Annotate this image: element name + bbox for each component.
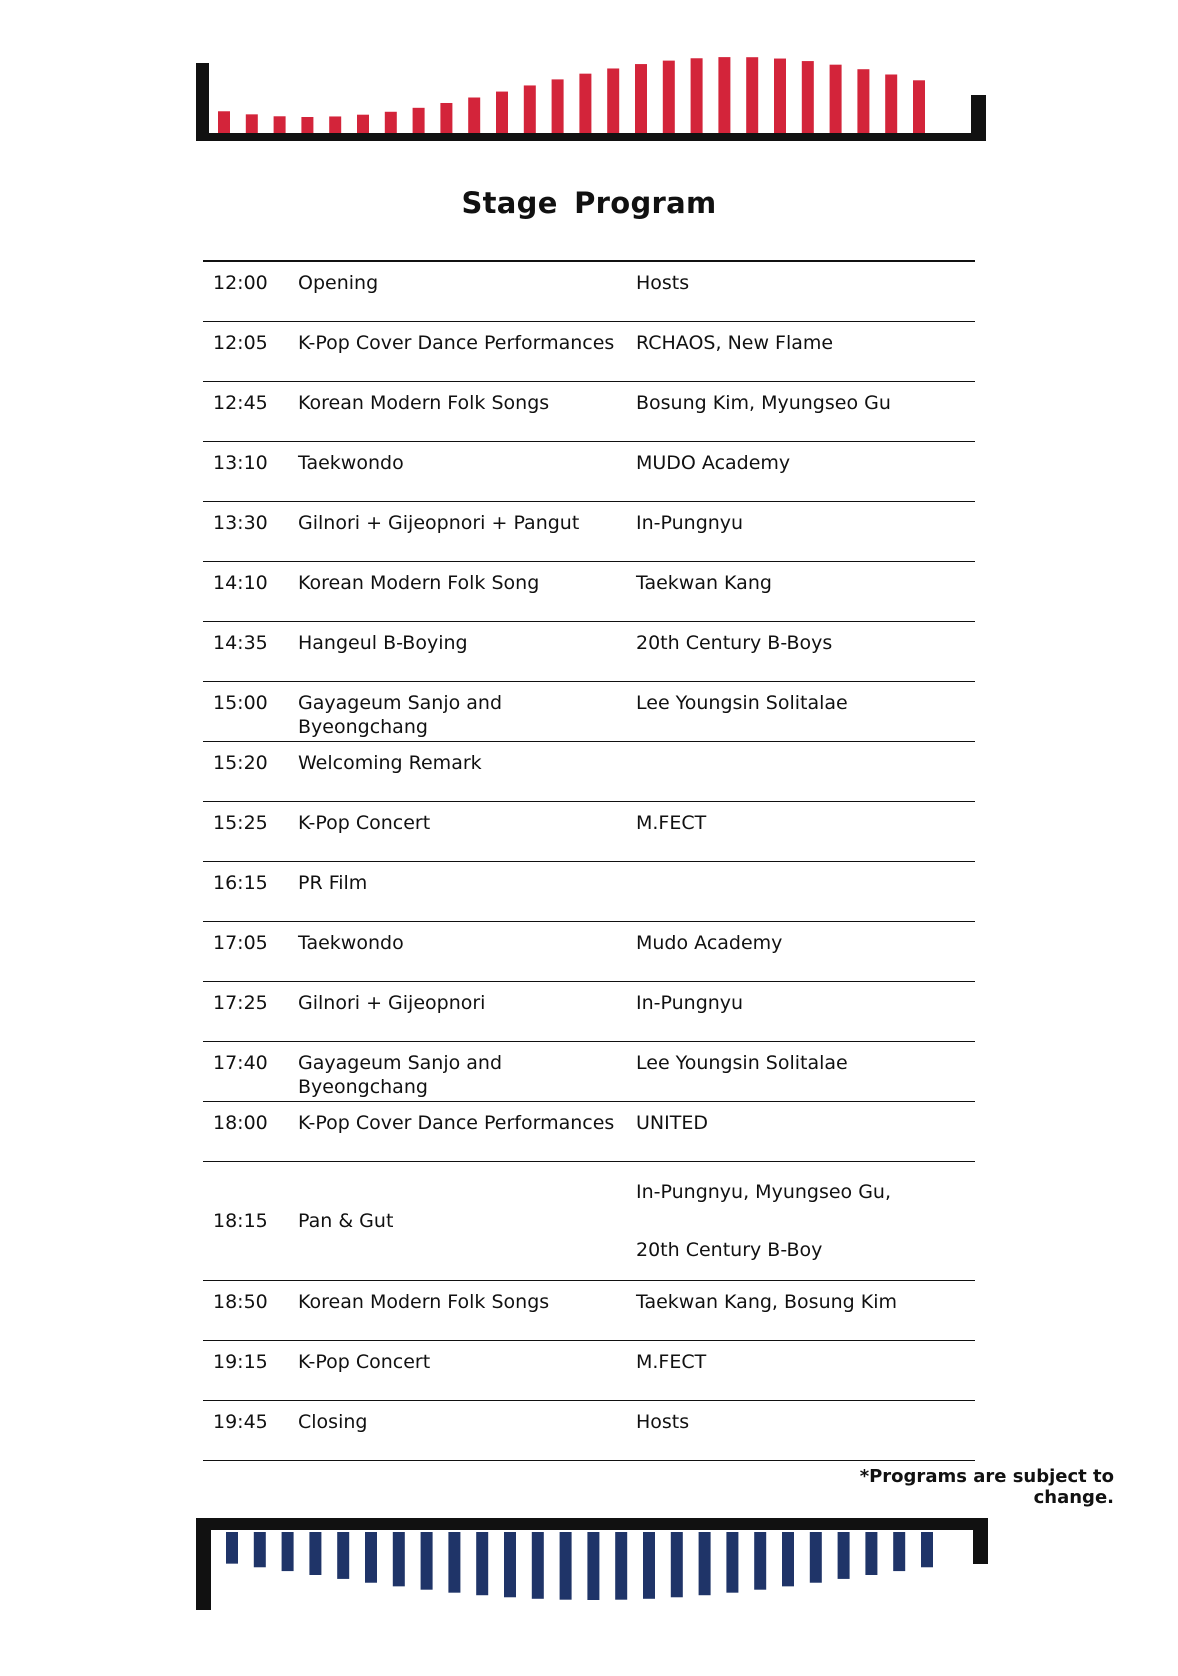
performer-text: UNITED [636,1112,708,1134]
blue-stripe [282,1532,294,1571]
frame-bar [196,1518,211,1610]
performer-text: M.FECT [636,1351,707,1373]
time-cell [203,1162,298,1281]
table-row [203,1401,975,1461]
time-cell [203,1341,298,1401]
performer-text: RCHAOS, New Flame [636,332,834,354]
program-cell [298,261,636,322]
red-stripe [691,58,703,133]
blue-stripe [226,1532,238,1564]
table-row [203,1281,975,1341]
blue-stripe [810,1532,822,1583]
program-cell [298,442,636,502]
table-row [203,261,975,322]
red-stripe [385,112,397,133]
blue-stripe [893,1532,905,1571]
time-text: 18:15 [213,1210,268,1232]
program-text: Taekwondo [298,452,404,474]
table-row [203,1102,975,1162]
red-stripe [607,68,619,133]
performer-text: Mudo Academy [636,932,783,954]
blue-stripe [421,1532,433,1590]
frame-bar [196,1518,988,1530]
table-row [203,862,975,922]
blue-stripe [865,1532,877,1575]
blue-stripe [560,1532,572,1600]
program-text: Gilnori + Gijeopnori + Pangut [298,512,580,534]
performer-cell [636,982,975,1042]
time-text: 15:00 [213,692,268,714]
performer-cell [636,382,975,442]
time-text: 17:05 [213,932,268,954]
blue-stripe [643,1532,655,1599]
performer-text: Hosts [636,272,690,294]
performer-text: In-Pungnyu [636,992,744,1014]
performer-text: Lee Youngsin Solitalae [636,1052,848,1074]
time-text: 13:30 [213,512,268,534]
schedule-body [203,261,975,1461]
performer-cell [636,742,975,802]
blue-stripe [504,1532,516,1597]
time-cell [203,802,298,862]
time-cell [203,502,298,562]
performer-text: Lee Youngsin Solitalae [636,692,848,714]
time-text: 19:45 [213,1411,268,1433]
program-cell [298,1042,636,1102]
time-text: 18:00 [213,1112,268,1134]
performer-text [636,862,975,871]
time-text: 13:10 [213,452,268,474]
time-cell [203,442,298,502]
red-stripe [468,97,480,133]
red-stripe [718,57,730,133]
performer-cell [636,562,975,622]
performer-cell [636,1042,975,1102]
red-stripe [885,74,897,133]
table-row [203,1162,975,1281]
time-text: 17:25 [213,992,268,1014]
program-text: Korean Modern Folk Song [298,572,540,594]
blue-stripe [393,1532,405,1586]
time-text: 15:20 [213,752,268,774]
performer-cell [636,1102,975,1162]
blue-stripe [587,1532,599,1600]
time-text: 16:15 [213,872,268,894]
program-cell [298,1401,636,1461]
blue-stripe [309,1532,321,1575]
red-stripe [802,61,814,133]
performer-text: Taekwan Kang [636,572,772,594]
red-stripe [246,114,258,133]
program-cell [298,562,636,622]
time-text: 17:40 [213,1052,268,1074]
performer-cell [636,442,975,502]
blue-stripe [699,1532,711,1595]
table-row [203,922,975,982]
blue-stripe [921,1532,933,1567]
performer-text: MUDO Academy [636,452,791,474]
red-stripe [413,108,425,133]
blue-stripe [365,1532,377,1583]
performer-text: Hosts [636,1411,690,1433]
program-text: Opening [298,272,379,294]
program-text: Welcoming Remark [298,752,482,774]
program-text: Korean Modern Folk Songs [298,392,550,414]
program-text: PR Film [298,872,368,894]
blue-stripe [782,1532,794,1586]
program-text: Hangeul B-Boying [298,632,468,654]
blue-stripe [254,1532,266,1567]
blue-stripe [754,1532,766,1590]
time-cell [203,862,298,922]
blue-stripe [726,1532,738,1593]
time-cell [203,982,298,1042]
table-row [203,562,975,622]
program-cell [298,1162,636,1281]
program-text: Pan & Gut [298,1210,394,1232]
program-cell [298,742,636,802]
program-text: Gayageum Sanjo and Byeongchang [298,1052,503,1098]
time-cell [203,922,298,982]
blue-stripe [671,1532,683,1597]
performer-cell [636,682,975,742]
blue-stripe [476,1532,488,1595]
program-cell [298,982,636,1042]
table-row [203,382,975,442]
program-cell [298,622,636,682]
program-text: K-Pop Concert [298,1351,431,1373]
red-stripe [357,115,369,133]
table-row [203,442,975,502]
performer-text: Bosung Kim, Myungseo Gu [636,392,891,414]
performer-cell [636,1401,975,1461]
performer-line: In-Pungnyu, Myungseo Gu, [636,1181,892,1203]
red-stripe [440,103,452,133]
time-cell [203,1042,298,1102]
program-cell [298,382,636,442]
red-stripe [329,116,341,133]
time-cell [203,682,298,742]
frame-bar [196,133,986,141]
time-text: 19:15 [213,1351,268,1373]
program-text: Taekwondo [298,932,404,954]
red-stripe [774,59,786,133]
program-text: K-Pop Cover Dance Performances [298,1112,615,1134]
time-text: 12:05 [213,332,268,354]
frame-bar [196,63,209,141]
table-row [203,982,975,1042]
blue-stripe [615,1532,627,1600]
program-text: K-Pop Concert [298,812,431,834]
program-cell [298,1281,636,1341]
program-text: Gayageum Sanjo and Byeongchang [298,692,503,738]
time-cell [203,622,298,682]
table-row [203,1042,975,1102]
performer-line: 20th Century B-Boy [636,1239,823,1261]
page-title: Stage Program [461,186,717,220]
frame-bar [971,95,986,141]
performer-cell [636,502,975,562]
red-stripe [857,69,869,133]
red-stripe [913,80,925,133]
program-text: K-Pop Cover Dance Performances [298,332,615,354]
red-stripe [552,79,564,133]
performer-cell [636,802,975,862]
red-stripe [746,57,758,133]
performer-cell [636,1341,975,1401]
table-row [203,622,975,682]
table-row [203,802,975,862]
time-text: 18:50 [213,1291,268,1313]
top-red-stripe-wave-decoration [196,55,986,150]
frame-bar [973,1518,988,1564]
time-cell [203,1102,298,1162]
table-row [203,502,975,562]
time-cell [203,261,298,322]
blue-stripe [532,1532,544,1599]
program-cell [298,682,636,742]
red-stripe [635,64,647,133]
program-cell [298,862,636,922]
time-cell [203,1281,298,1341]
program-text: Gilnori + Gijeopnori [298,992,486,1014]
red-stripe [524,85,536,133]
performer-text: M.FECT [636,812,707,834]
table-row [203,322,975,382]
red-stripe [496,92,508,133]
performer-text [636,1163,975,1279]
program-cell [298,922,636,982]
bottom-blue-stripe-wave-decoration [196,1518,988,1610]
footnote: *Programs are subject to change. [859,1466,1114,1508]
table-row [203,742,975,802]
red-stripe [301,117,313,133]
time-cell [203,382,298,442]
red-stripe [579,74,591,133]
program-text: Closing [298,1411,368,1433]
performer-cell [636,862,975,922]
time-text: 12:45 [213,392,268,414]
table-row [203,1341,975,1401]
program-text: Korean Modern Folk Songs [298,1291,550,1313]
time-cell [203,322,298,382]
time-text: 14:10 [213,572,268,594]
time-cell [203,742,298,802]
time-text: 12:00 [213,272,268,294]
program-cell [298,322,636,382]
time-cell [203,1401,298,1461]
red-stripe [218,111,230,133]
program-cell [298,502,636,562]
performer-cell [636,922,975,982]
performer-cell [636,1281,975,1341]
performer-cell [636,622,975,682]
performer-text [636,742,975,751]
stage-program-table [203,260,975,1461]
blue-stripe [448,1532,460,1593]
performer-cell [636,322,975,382]
time-text: 15:25 [213,812,268,834]
program-cell [298,1102,636,1162]
performer-text: 20th Century B-Boys [636,632,833,654]
performer-cell [636,261,975,322]
program-cell [298,1341,636,1401]
time-text: 14:35 [213,632,268,654]
time-cell [203,562,298,622]
blue-stripe [337,1532,349,1579]
red-stripe [830,65,842,133]
blue-stripe [838,1532,850,1579]
performer-text: Taekwan Kang, Bosung Kim [636,1291,897,1313]
program-cell [298,802,636,862]
performer-text: In-Pungnyu [636,512,744,534]
red-stripe [663,61,675,133]
red-stripe [274,116,286,133]
performer-cell [636,1162,975,1281]
table-row [203,682,975,742]
